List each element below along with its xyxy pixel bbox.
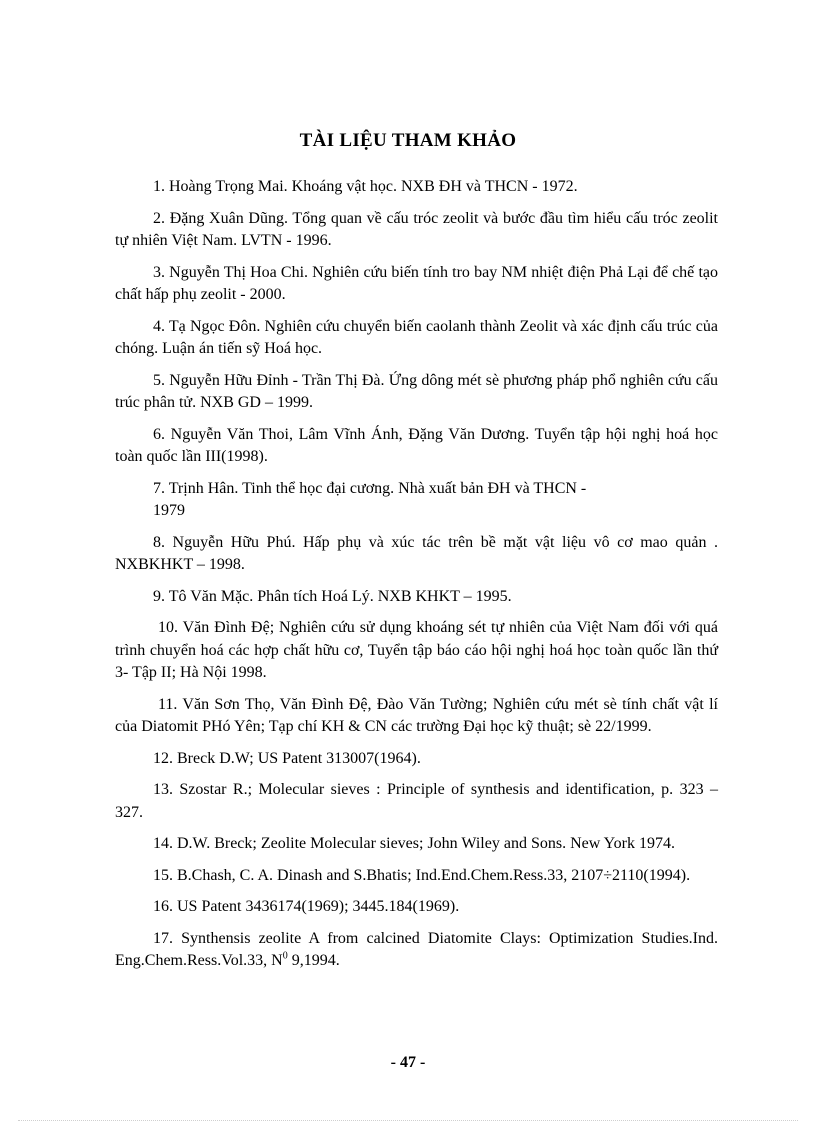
reference-item: 13. Szostar R.; Molecular sieves : Principle of synthesis and identification, p. 323 – 327. — [115, 781, 718, 821]
reference-item: 11. Văn Sơn Thọ, Văn Đình Đệ, Đào Văn Tường; Nghiên cứu mét sè tính chất vật lí của Diatomit PHó Yên; Tạp chí KH & CN các trường Đại học kỹ thuật; sè 22/1999. — [115, 695, 718, 735]
reference-item: 1. Hoàng Trọng Mai. Khoáng vật học. NXB ĐH và THCN - 1972. — [153, 178, 578, 195]
reference-item: 6. Nguyễn Văn Thoi, Lâm Vĩnh Ánh, Đặng Văn Dương. Tuyển tập hội nghị hoá học toàn quốc lần III(1998). — [115, 425, 718, 465]
reference-text: 17. Synthensis zeolite A from calcined Diatomite Clays: Optimization Studies.Ind. Eng.Chem.Ress.Vol.33, N — [115, 929, 718, 969]
reference-item: 3. Nguyễn Thị Hoa Chi. Nghiên cứu biến tính tro bay NM nhiệt điện Phả Lại để chế tạo chất hấp phụ zeolit - 2000. — [115, 263, 718, 303]
page-title: TÀI LIỆU THAM KHẢO — [299, 130, 517, 151]
reference-item: 4. Tạ Ngọc Đôn. Nghiên cứu chuyển biến caolanh thành Zeolit và xác định cấu trúc của chóng. Luận án tiến sỹ Hoá học. — [115, 317, 718, 357]
reference-text-end: 9,1994. — [287, 952, 340, 969]
reference-item: 10. Văn Đình Đệ; Nghiên cứu sử dụng khoáng sét tự nhiên của Việt Nam đối với quá trình chuyển hoá các hợp chất hữu cơ, Tuyển tập báo cáo hội nghị hoá học toàn quốc lần thứ 3- Tập II; Hà Nội 1998. — [115, 619, 718, 681]
reference-item: 2. Đặng Xuân Dũng. Tổng quan về cấu tróc zeolit và bước đầu tìm hiểu cấu tróc zeolit tự nhiên Việt Nam. LVTN - 1996. — [115, 209, 718, 249]
reference-text: 7. Trịnh Hân. Tinh thể học đại cương. Nhà xuất bản ĐH và THCN - — [153, 479, 587, 497]
reference-item: 16. US Patent 3436174(1969); 3445.184(1969). — [153, 898, 460, 915]
page-number: - 47 - — [390, 1054, 426, 1071]
reference-list — [115, 176, 718, 982]
reference-item: 5. Nguyễn Hữu Đỉnh - Trần Thị Đà. Ứng dông mét sè phương pháp phổ nghiên cứu cấu trúc phân tử. NXB GD – 1999. — [115, 371, 718, 411]
reference-item: 15. B.Chash, C. A. Dinash and S.Bhatis; Ind.End.Chem.Ress.33, 2107÷2110(1994). — [153, 866, 691, 884]
footer-divider — [18, 1120, 798, 1121]
reference-item: 14. D.W. Breck; Zeolite Molecular sieves; John Wiley and Sons. New York 1974. — [153, 835, 675, 852]
reference-item: 9. Tô Văn Mặc. Phân tích Hoá Lý. NXB KHKT – 1995. — [153, 587, 512, 605]
reference-item: 8. Nguyễn Hữu Phú. Hấp phụ và xúc tác trên bề mặt vật liệu vô cơ mao quản . NXBKHKT – 1998. — [115, 533, 718, 573]
reference-item: 12. Breck D.W; US Patent 313007(1964). — [153, 749, 421, 767]
reference-item — [115, 478, 718, 523]
superscript: 0 — [282, 950, 288, 962]
reference-continuation: 1979 — [153, 502, 185, 519]
reference-item — [115, 928, 718, 973]
